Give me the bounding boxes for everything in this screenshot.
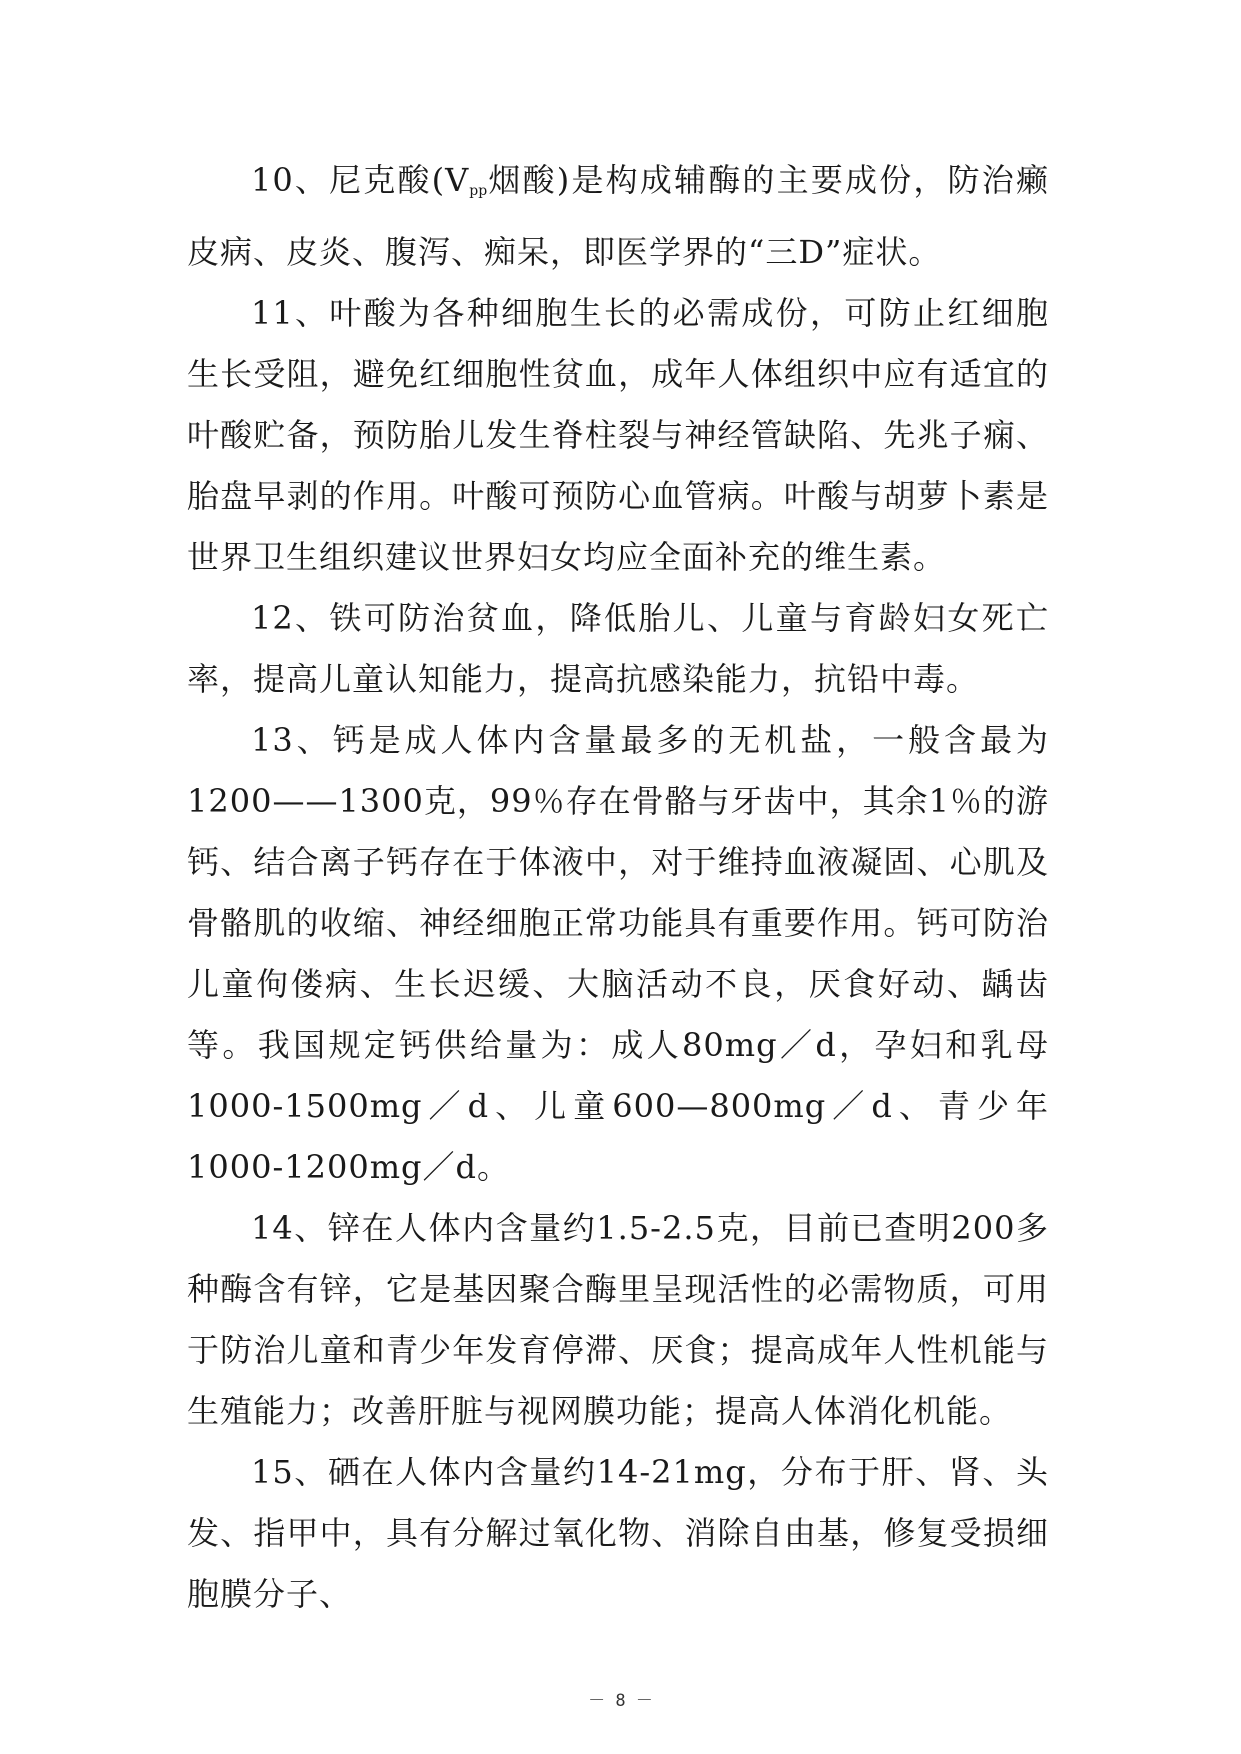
paragraph-10-subscript: pp	[469, 183, 488, 199]
paragraph-10-text-start: 10、尼克酸(V	[251, 161, 470, 199]
paragraph-15: 15、硒在人体内含量约14-21mg，分布于肝、肾、头发、指甲中，具有分解过氧化物、消除自由基，修复受损细胞膜分子、	[187, 1453, 1049, 1613]
body-text	[187, 150, 1049, 1625]
page-number: － 8 －	[588, 1691, 653, 1711]
paragraph-12: 12、铁可防治贫血，降低胎儿、儿童与育龄妇女死亡率，提高儿童认知能力，提高抗感染能力，抗铅中毒。	[187, 599, 1049, 698]
paragraph-10-text-end: 烟酸)是构成辅酶的主要成份，防治癞皮病、皮炎、腹泻、痴呆，即医学界的“三D”症状。	[187, 161, 1049, 271]
paragraph-14: 14、锌在人体内含量约1.5-2.5克，目前已查明200多种酶含有锌，它是基因聚合酶里呈现活性的必需物质，可用于防治儿童和青少年发育停滞、厌食；提高成年人性机能与生殖能力；改善肝脏与视网膜功能；提高人体消化机能。	[187, 1209, 1049, 1430]
paragraph-11: 11、叶酸为各种细胞生长的必需成份，可防止红细胞生长受阻，避免红细胞性贫血，成年人体组织中应有适宜的叶酸贮备，预防胎儿发生脊柱裂与神经管缺陷、先兆子痫、胎盘早剥的作用。叶酸可预防心血管病。叶酸与胡萝卜素是世界卫生组织建议世界妇女均应全面补充的维生素。	[187, 294, 1049, 576]
paragraph-10	[187, 150, 1049, 283]
paragraph-13: 13、钙是成人体内含量最多的无机盐，一般含最为1200——1300克，99％存在骨骼与牙齿中，其余1％的游钙、结合离子钙存在于体液中，对于维持血液凝固、心肌及骨骼肌的收缩、神经细胞正常功能具有重要作用。钙可防治儿童佝偻病、生长迟缓、大脑活动不良，厌食好动、龋齿等。我国规定钙供给量为：成人80mg／d，孕妇和乳母1000-1500mg／d、儿童600—800mg／d、青少年1000-1200mg／d。	[187, 721, 1049, 1186]
